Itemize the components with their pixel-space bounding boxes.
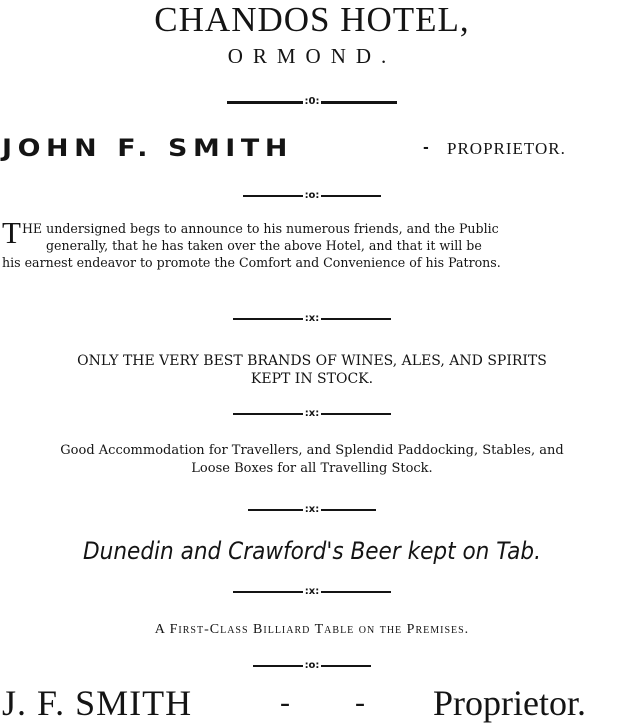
rule-line: [233, 318, 303, 320]
ornament-divider: [0, 587, 624, 597]
rule-line: [321, 195, 381, 197]
ornament-divider: [0, 409, 624, 419]
ornament-mark: :o:: [304, 660, 320, 671]
rule-line: [233, 591, 303, 593]
accommodation-notice: [0, 442, 624, 478]
drop-cap: T: [2, 215, 21, 250]
hotel-title: CHANDOS HOTEL,: [154, 0, 470, 39]
ornament-mark: :x:: [304, 504, 320, 515]
ornament-mark: :o:: [304, 190, 320, 201]
ornament-mark: :0:: [304, 96, 320, 107]
footer-proprietor-name: J. F. SMITH: [2, 683, 193, 723]
hotel-location: ORMOND.: [227, 44, 397, 68]
ornament-divider: [0, 314, 624, 324]
rule-line: [243, 195, 303, 197]
announcement-line: generally, that he has taken over the above Hotel, and that it will be: [46, 238, 482, 253]
billiard-notice: A First-Class Billiard Table on the Premises.: [154, 622, 470, 637]
rule-line: [321, 665, 371, 667]
rule-line: [321, 591, 391, 593]
rule-line: [253, 665, 303, 667]
rule-line: [233, 413, 303, 415]
beer-notice: Dunedin and Crawford's Beer kept on Tab.: [83, 537, 541, 565]
brands-line: ONLY THE VERY BEST BRANDS OF WINES, ALES, AND SPIRITS: [77, 353, 547, 369]
ornament-divider: [0, 97, 624, 107]
rule-line: [248, 509, 303, 511]
rule-line: [321, 509, 376, 511]
footer-dash: -: [355, 686, 365, 719]
rule-line: [321, 101, 397, 104]
proprietor-role: PROPRIETOR.: [447, 139, 566, 158]
rule-line: [321, 318, 391, 320]
proprietor-name: JOHN F. SMITH: [2, 134, 293, 162]
proprietor-dash: -: [423, 140, 429, 156]
ornament-mark: :x:: [304, 313, 320, 324]
ornament-divider: [0, 505, 624, 515]
ornament-mark: :x:: [304, 408, 320, 419]
announcement-paragraph: [2, 215, 624, 271]
announcement-line: HE undersigned begs to announce to his numerous friends, and the Public: [21, 221, 499, 236]
accommodation-line: Good Accommodation for Travellers, and Splendid Paddocking, Stables, and: [60, 443, 564, 458]
accommodation-line: Loose Boxes for all Travelling Stock.: [191, 461, 433, 476]
footer-dash: -: [280, 686, 290, 719]
announcement-line: his earnest endeavor to promote the Comfort and Convenience of his Patrons.: [2, 255, 501, 270]
brands-line: KEPT IN STOCK.: [250, 371, 374, 387]
footer-proprietor-role: Proprietor.: [433, 683, 586, 723]
ornament-divider: [0, 191, 624, 201]
ornament-divider: [0, 661, 624, 671]
brands-notice: [0, 352, 624, 388]
rule-line: [321, 413, 391, 415]
ornament-mark: :x:: [304, 586, 320, 597]
rule-line: [227, 101, 303, 104]
